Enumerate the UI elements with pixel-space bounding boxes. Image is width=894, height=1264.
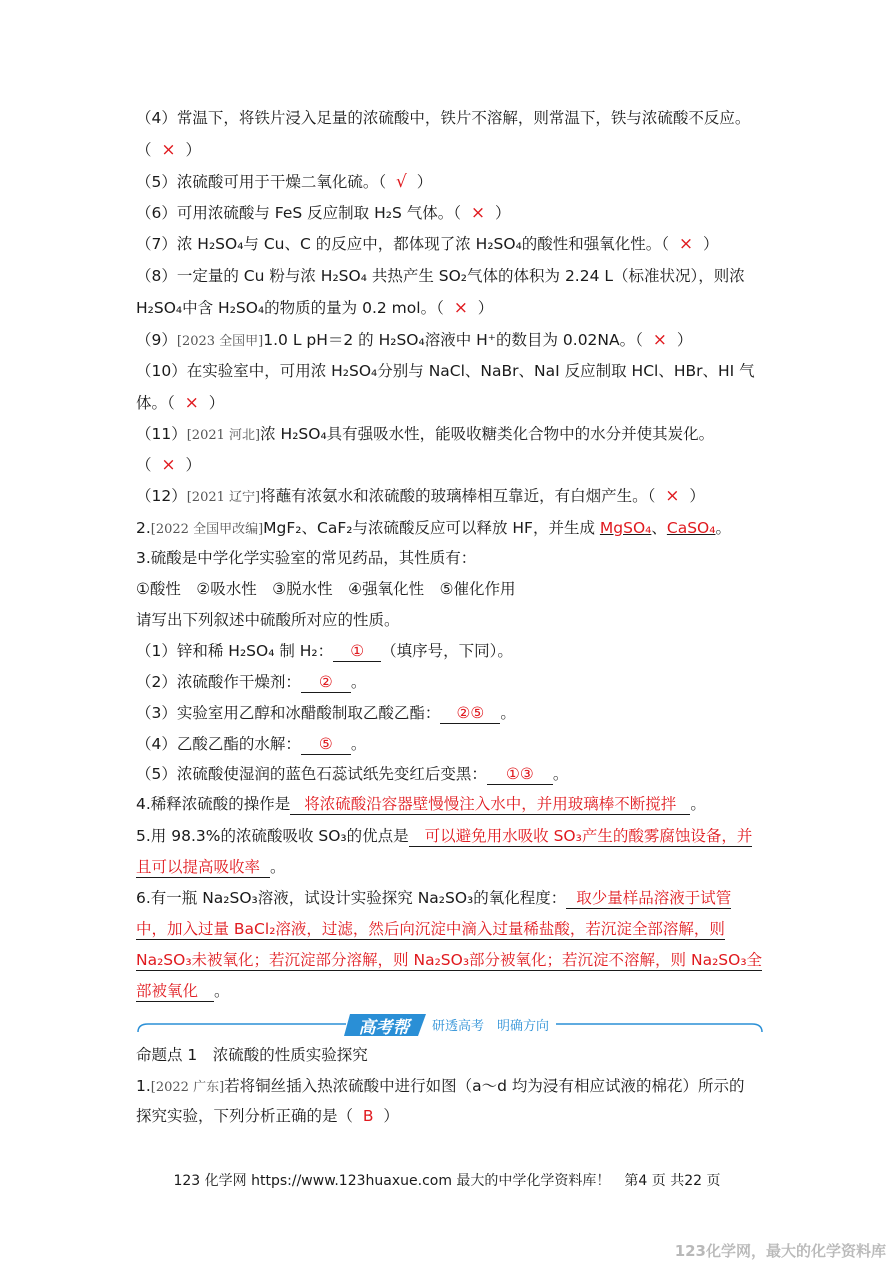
gaokaobang-banner bbox=[136, 1010, 764, 1038]
item-6 bbox=[136, 203, 510, 223]
item-11-line2 bbox=[136, 455, 201, 475]
question-3-sub-3 bbox=[136, 703, 516, 724]
item-11-text: 浓 H₂SO₄具有强吸水性，能吸收糖类化合物中的水分并使其炭化。 bbox=[260, 425, 715, 443]
answer-blank: ② bbox=[301, 672, 351, 693]
question-5-line2 bbox=[136, 857, 286, 878]
source-tag: [2023 全国甲] bbox=[176, 334, 264, 349]
paren-close: ） bbox=[494, 204, 511, 222]
question-number: 1. bbox=[136, 1077, 151, 1095]
item-8-text: （8）一定量的 Cu 粉与浓 H₂SO₄ 共热产生 SO₂气体的体积为 2.24 L（标准状况），则浓 bbox=[136, 267, 745, 285]
question-2 bbox=[136, 518, 731, 540]
item-10-line1 bbox=[136, 361, 755, 381]
paren-open: （ bbox=[136, 456, 152, 474]
paren-close: ） bbox=[703, 235, 719, 253]
answer-blank-cont: Na₂SO₃未被氧化；若沉淀部分溶解，则 Na₂SO₃部分被氧化；若沉淀不溶解，则 Na₂SO₃全 bbox=[136, 951, 763, 969]
question-4-text: 4.稀释浓硫酸的操作是 bbox=[136, 795, 291, 813]
item-5 bbox=[136, 172, 432, 192]
topic-title: 命题点 1 浓硫酸的性质实验探究 bbox=[136, 1046, 368, 1064]
question-6-line1 bbox=[136, 888, 731, 909]
question-3-sub-5 bbox=[136, 764, 568, 785]
question-6-line3 bbox=[136, 950, 762, 971]
period: 。 bbox=[350, 673, 367, 691]
topic-question-1-line2 bbox=[136, 1106, 399, 1126]
period: 。 bbox=[214, 982, 230, 1000]
separator: 、 bbox=[651, 519, 667, 537]
paren-close: ） bbox=[689, 487, 705, 505]
topic-question-1-text: 若将铜丝插入热浓硫酸中进行如图（a～d 均为浸有相应试液的棉花）所示的 bbox=[224, 1077, 745, 1095]
answer-blank: 将浓硫酸沿容器壁慢慢注入水中，并用玻璃棒不断搅拌 bbox=[290, 794, 690, 815]
answer-blank: 取少量样品溶液于试管 bbox=[566, 888, 731, 909]
item-4-line1 bbox=[136, 108, 750, 128]
watermark: 123化学网，最大的化学资料库 bbox=[674, 1242, 886, 1260]
cross-mark-icon: × bbox=[678, 234, 694, 254]
sub-1-text: （1）锌和稀 H₂SO₄ 制 H₂： bbox=[136, 642, 334, 660]
paren-close: ） bbox=[383, 1107, 399, 1125]
paren-close: ） bbox=[676, 331, 693, 349]
item-7 bbox=[136, 234, 719, 254]
paren-open: （ bbox=[136, 141, 152, 159]
item-5-text: （5）浓硫酸可用于干燥二氧化硫。（ bbox=[136, 173, 387, 191]
item-10-text: （10）在实验室中，可用浓 H₂SO₄分别与 NaCl、NaBr、NaI 反应制取 HCl、HBr、HI 气 bbox=[136, 362, 755, 380]
answer-choice: B bbox=[362, 1107, 374, 1125]
question-3-stem: 3.硫酸是中学化学实验室的常见药品，其性质有： bbox=[136, 549, 477, 567]
item-11-line1 bbox=[136, 424, 714, 446]
answer-blank-cont: 中，加入过量 BaCl₂溶液，过滤，然后向沉淀中滴入过量稀盐酸，若沉淀全部溶解，则 bbox=[136, 920, 725, 938]
paren-close: ） bbox=[416, 173, 433, 191]
cross-mark-icon: × bbox=[184, 393, 199, 413]
period: 。 bbox=[500, 704, 516, 722]
period: 。 bbox=[270, 858, 286, 876]
answer-blank: ⑤ bbox=[301, 734, 351, 755]
cross-mark-icon: × bbox=[470, 203, 486, 223]
cross-mark-icon: × bbox=[665, 486, 680, 506]
period: 。 bbox=[350, 735, 367, 753]
source-tag: [2021 河北] bbox=[186, 428, 261, 443]
source-tag: [2022 广东] bbox=[150, 1080, 225, 1095]
paren-close: ） bbox=[185, 141, 201, 159]
page-footer: 123 化学网 https://www.123huaxue.com 最大的中学化学资料库！ 第4 页 共22 页 bbox=[173, 1173, 721, 1189]
question-number: 2. bbox=[136, 519, 151, 537]
sub-5-text: （5）浓硫酸使湿润的蓝色石蕊试纸先变红后变黑： bbox=[136, 765, 487, 783]
question-6-line2 bbox=[136, 919, 725, 940]
question-2-text: MgF₂、CaF₂与浓硫酸反应可以释放 HF，并生成 bbox=[263, 519, 595, 537]
answer-blank: ②⑤ bbox=[440, 703, 500, 724]
check-mark-icon: √ bbox=[395, 172, 407, 192]
answer-blank: 可以避免用水吸收 SO₃产生的酸雾腐蚀设备，并 bbox=[409, 826, 753, 847]
answer-blank-cont: 部被氧化 bbox=[136, 981, 214, 1002]
sub-4-text: （4）乙酸乙酯的水解： bbox=[136, 735, 301, 753]
cross-mark-icon: × bbox=[453, 298, 468, 318]
item-9-number: （9） bbox=[136, 331, 177, 349]
item-9 bbox=[136, 330, 692, 352]
source-tag: [2021 辽宁] bbox=[186, 490, 261, 505]
cross-mark-icon: × bbox=[161, 455, 176, 475]
item-12-text: 将蘸有浓氨水和浓硫酸的玻璃棒相互靠近，有白烟产生。（ bbox=[260, 487, 656, 505]
answer-blank-cont: 且可以提高吸收率 bbox=[136, 857, 270, 878]
paren-close: ） bbox=[477, 299, 494, 317]
banner-slogan: 研透高考 明确方向 bbox=[432, 1019, 550, 1034]
question-3-properties: ①酸性 ②吸水性 ③脱水性 ④强氧化性 ⑤催化作用 bbox=[136, 580, 516, 598]
topic-question-1-text-2: 探究实验，下列分析正确的是（ bbox=[136, 1107, 354, 1125]
banner-logo: 高考帮 bbox=[358, 1018, 410, 1038]
sub-2-text: （2）浓硫酸作干燥剂： bbox=[136, 673, 301, 691]
question-5-line1 bbox=[136, 826, 752, 847]
question-3-sub-1 bbox=[136, 641, 513, 662]
cross-mark-icon: × bbox=[161, 140, 176, 160]
item-9-text: 1.0 L pH＝2 的 H₂SO₄溶液中 H⁺的数目为 0.02NA。（ bbox=[263, 331, 643, 349]
period: 。 bbox=[552, 765, 569, 783]
question-4 bbox=[136, 794, 706, 815]
answer-blank: ①③ bbox=[487, 764, 553, 785]
sub-3-text: （3）实验室用乙醇和冰醋酸制取乙酸乙酯： bbox=[136, 704, 441, 722]
item-10-text-2: 体。（ bbox=[136, 394, 175, 412]
item-8-line2 bbox=[136, 298, 493, 318]
answer-caso4: CaSO₄ bbox=[666, 519, 716, 537]
item-4-text: （4）常温下，将铁片浸入足量的浓硫酸中，铁片不溶解，则常温下，铁与浓硫酸不反应。 bbox=[136, 109, 751, 127]
item-8-line1 bbox=[136, 266, 745, 286]
period: 。 bbox=[715, 519, 731, 537]
item-8-text-2: H₂SO₄中含 H₂SO₄的物质的量为 0.2 mol。（ bbox=[136, 299, 444, 317]
question-3-sub-4 bbox=[136, 734, 366, 755]
answer-blank: ① bbox=[333, 641, 381, 662]
cross-mark-icon: × bbox=[652, 330, 667, 350]
item-7-text: （7）浓 H₂SO₄与 Cu、C 的反应中，都体现了浓 H₂SO₄的酸性和强氧化性。（ bbox=[136, 235, 670, 253]
source-tag: [2022 全国甲改编] bbox=[150, 522, 264, 537]
question-6-text: 6.有一瓶 Na₂SO₃溶液，试设计实验探究 Na₂SO₃的氧化程度： bbox=[136, 889, 567, 907]
question-3-ask: 请写出下列叙述中硫酸所对应的性质。 bbox=[136, 611, 400, 629]
answer-mgso4: MgSO₄ bbox=[599, 519, 652, 537]
topic-question-1-line1 bbox=[136, 1076, 744, 1098]
item-4-line2 bbox=[136, 140, 201, 160]
question-5-text: 5.用 98.3%的浓硫酸吸收 SO₃的优点是 bbox=[136, 827, 409, 845]
sub-1-end: （填序号，下同）。 bbox=[381, 642, 513, 660]
item-6-text: （6）可用浓硫酸与 FeS 反应制取 H₂S 气体。（ bbox=[136, 204, 461, 222]
item-12-number: （12） bbox=[136, 487, 187, 505]
item-11-number: （11） bbox=[136, 425, 187, 443]
question-6-line4 bbox=[136, 981, 230, 1002]
paren-close: ） bbox=[208, 394, 225, 412]
period: 。 bbox=[690, 795, 706, 813]
item-12 bbox=[136, 486, 705, 508]
item-10-line2 bbox=[136, 393, 224, 413]
paren-close: ） bbox=[185, 456, 201, 474]
question-3-sub-2 bbox=[136, 672, 366, 693]
